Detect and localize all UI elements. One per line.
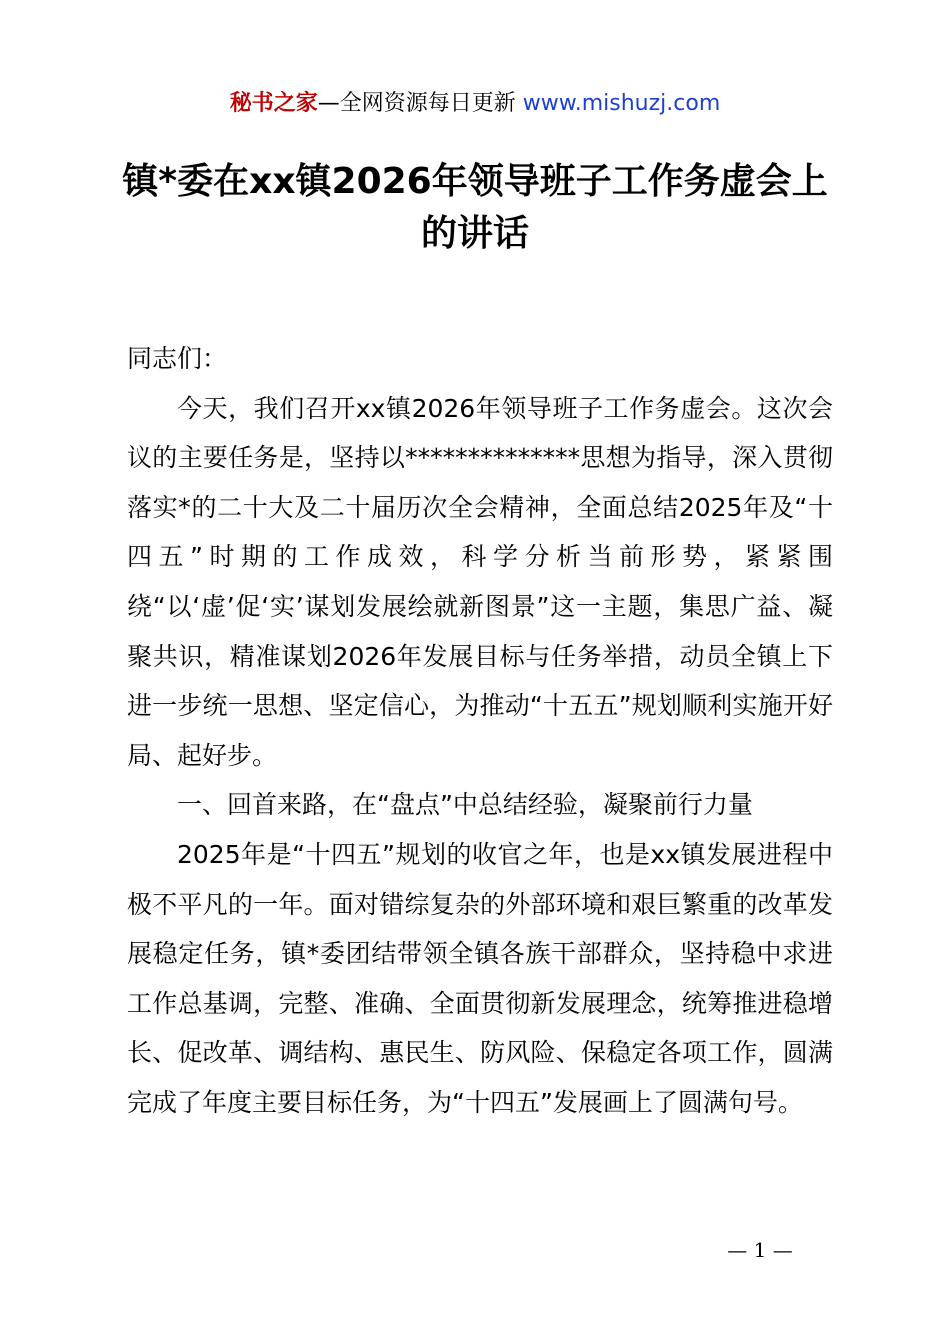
salutation: 同志们：: [127, 344, 228, 373]
document-title: 镇*委在xx镇2026年领导班子工作务虚会上的讲话: [122, 161, 828, 254]
paragraph-review: 2025年是“十四五”规划的收官之年，也是xx镇发展进程中极不平凡的一年。面对错综复杂的外部环境和艰巨繁重的改革发展稳定任务，镇*委团结带领全镇各族干部群众，坚持稳中求进工作总基调，完整、准确、全面贯彻新发展理念，统筹推进稳增长、促改革、调结构、惠民生、防风险、保稳定各项工作，圆满完成了年度主要目标任务，为“十四五”发展画上了圆满句号。: [127, 839, 833, 1117]
site-url-link[interactable]: www.mishuzj.com: [522, 91, 721, 116]
page-number: — 1 —: [727, 1238, 793, 1262]
section-heading: 一、回首来路，在“盘点”中总结经验，凝聚前行力量: [177, 790, 753, 820]
site-header: [0, 88, 950, 120]
brand-name: 秘书之家: [229, 91, 318, 116]
document-body: [127, 334, 833, 1128]
header-slogan: —全网资源每日更新: [317, 91, 516, 116]
paragraph-intro: 今天，我们召开xx镇2026年领导班子工作务虚会。这次会议的主要任务是，坚持以**************思想为指导，深入贯彻落实*的二十大及二十届历次全会精神，全面总结2025年及“十四五”时期的工作成效，科学分析当前形势，紧紧围绕“以‘虚’促‘实’谋划发展绘就新图景”这一主题，集思广益、凝聚共识，精准谋划2026年发展目标与任务举措，动员全镇上下进一步统一思想、坚定信心，为推动“十五五”规划顺利实施开好局、起好步。: [127, 393, 833, 770]
